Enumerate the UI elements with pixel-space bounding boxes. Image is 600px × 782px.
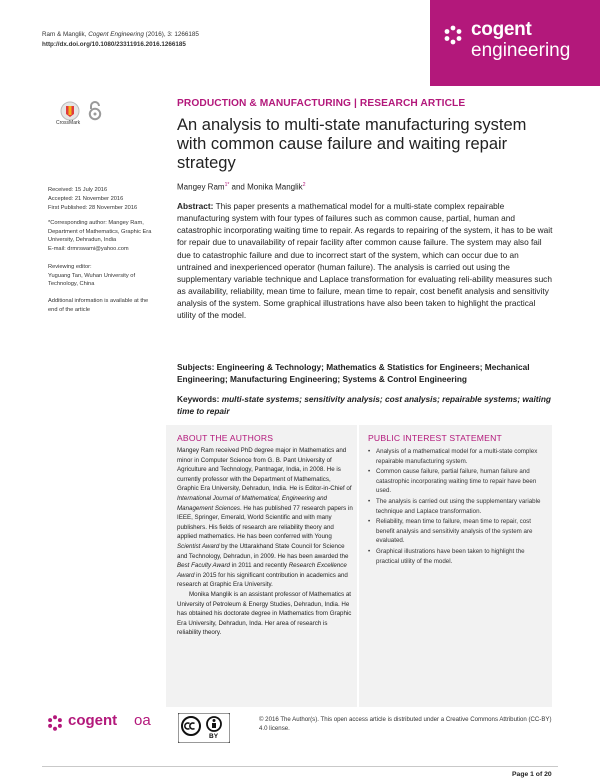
cc-by-badge[interactable] xyxy=(178,713,230,743)
citation-journal: Cogent Engineering xyxy=(88,31,144,38)
list-item: • The analysis is carried out using the supplementary variable technique and Laplace transformation. xyxy=(368,497,548,516)
received-date: Received: 15 July 2016 xyxy=(48,187,108,193)
footer-divider xyxy=(42,766,558,767)
brand-name: cogent xyxy=(471,19,532,40)
about-authors-heading: ABOUT THE AUTHORS xyxy=(177,433,274,443)
reviewing-editor-name: Yuguang Tan, Wuhan University of Technology, China xyxy=(48,272,136,287)
accepted-date: Accepted: 21 November 2016 xyxy=(48,195,124,202)
about-author-2: Monika Manglik is an assistant professor of Mathematics at University of Petroleum & Energy Studies, Dehradun, India. He has obtained his doctorate degree in Mathematics from Graphic Era University, Dehradun, Inda. Her area of research is reliability theory. xyxy=(177,590,352,637)
list-item: • Common cause failure, partial failure, human failure and catastrophic incorporating waiting time to repair have been used. xyxy=(368,467,548,496)
author-2-affiliation: 2 xyxy=(302,182,306,188)
abstract-text: This paper presents a mathematical model for a multi-state complex repairable manufacturing system with four types of failures such as common cause, partial, human and catastrophic incorporating waiting time to repair. As regards to repairing of the system, it has to be wait for repair due to unavailability of repair facility after common cause failure. The system may also fail due to catastrophic failure and due to incorrect start of the system, which can occur due to an untrained and inexperienced operator (human failure). The analysis is carried out using the supplementary variable technique and Laplace transformation for evaluating reli-ability measures such as availability, reliability, mean time to failure, mean time to repair, cost benefit analysis and sensitivity analysis of the system. Some graphical illustrations have also been taken to highlight the practical utility of the model. xyxy=(177,201,553,321)
corresponding-author xyxy=(48,219,152,253)
cogent-dots-icon xyxy=(442,24,464,46)
page-number: Page 1 of 20 xyxy=(512,771,552,778)
author-1-affiliation: 1* xyxy=(224,182,230,188)
subjects: Subjects: Engineering & Technology; Mathematics & Statistics for Engineers; Mechanical Engineering; Manufacturing Engineering; Systems & Control Engineering xyxy=(177,362,530,384)
citation-authors: Ram & Manglik, xyxy=(42,31,87,38)
author-1[interactable]: Mangey Ram xyxy=(177,182,225,192)
list-item: • Analysis of a mathematical model for a multi-state complex repairable manufacturing system. xyxy=(368,447,548,466)
article-title: An analysis to multi-state manufacturing system with common cause failure and waiting repair strategy xyxy=(177,116,527,172)
article-authors xyxy=(177,182,305,192)
additional-info: Additional information is available at the end of the article xyxy=(48,298,149,313)
public-interest-heading: PUBLIC INTEREST STATEMENT xyxy=(368,433,502,443)
list-item: • Reliability, mean time to failure, mean time to repair, cost benefit analysis and sensitivity analysis of the system are evaluated. xyxy=(368,517,548,546)
cogent-oa-logo[interactable] xyxy=(46,712,196,732)
cogent-dots-icon xyxy=(46,714,64,732)
corresponding-author-text: *Corresponding author: Mangey Ram, Department of Mathematics, Graphic Era University, Dehradun, India xyxy=(48,220,152,243)
about-author-1: Mangey Ram received PhD degree major in Mathematics and minor in Computer Science from G. B. Pant University of Agriculture and Technology, Pantnagar, India, in 2008. He is currently professor with the Department of Mathematics, Graphic Era University, Dehradun, India. He is Editor-in-Chief of International Journal of Mathematical, Engineering and Management Sciences. He has published 77 research papers in IEEE, Springer, Emerald, World Scientific and with many publishers. His fields of research are reliability theory and applied mathematics. He has been conferred with Young Scientist Award by the Uttarakhand State Council for Science and Technology, Dehradun, in 2009. He has been awarded the Best Faculty Award in 2011 and recently Research Excellence Award in 2015 for his significant contribution in academics and research at Graphic Era University. xyxy=(177,447,353,589)
list-item: • Graphical illustrations have been taken to highlight the practical utility of the model. xyxy=(368,547,548,566)
footer-logo-cogent: cogent xyxy=(68,712,118,729)
citation-volume: (2016), 3: 1266185 xyxy=(143,31,199,38)
brand-journal: engineering xyxy=(471,40,571,61)
crossmark-label: CrossMark xyxy=(56,120,81,126)
journal-brand-logo[interactable] xyxy=(430,0,600,86)
doi-link[interactable]: http://dx.doi.org/10.1080/23311916.2016.1266185 xyxy=(42,40,186,48)
keywords-text: multi-state systems; sensitivity analysis; cost analysis; repairable systems; waiting time to repair xyxy=(177,394,551,416)
reviewing-editor xyxy=(48,263,152,289)
abstract-label: Abstract: xyxy=(177,201,214,211)
open-lock-icon xyxy=(88,101,102,121)
published-date: First Published: 28 November 2016 xyxy=(48,204,138,211)
keywords-label: Keywords: xyxy=(177,394,220,404)
corresponding-email[interactable]: E-mail: drmrswami@yahoo.com xyxy=(48,245,129,252)
license-text: © 2016 The Author(s). This open access article is distributed under a Creative Commons Attribution (CC-BY) 4.0 license. xyxy=(259,716,552,732)
keywords xyxy=(177,393,555,417)
reviewing-editor-label: Reviewing editor: xyxy=(48,264,92,270)
about-authors-text xyxy=(177,446,353,638)
abstract xyxy=(177,200,555,322)
article-category: PRODUCTION & MANUFACTURING | RESEARCH ARTICLE xyxy=(177,98,466,109)
cc-by-label: BY xyxy=(209,733,219,740)
citation-header xyxy=(42,30,199,49)
creative-commons-icon xyxy=(178,713,230,743)
article-dates xyxy=(48,186,152,212)
public-interest-list xyxy=(368,447,548,567)
author-2[interactable]: and Monika Manglik xyxy=(229,182,303,192)
footer-logo-oa: oa xyxy=(134,712,151,729)
